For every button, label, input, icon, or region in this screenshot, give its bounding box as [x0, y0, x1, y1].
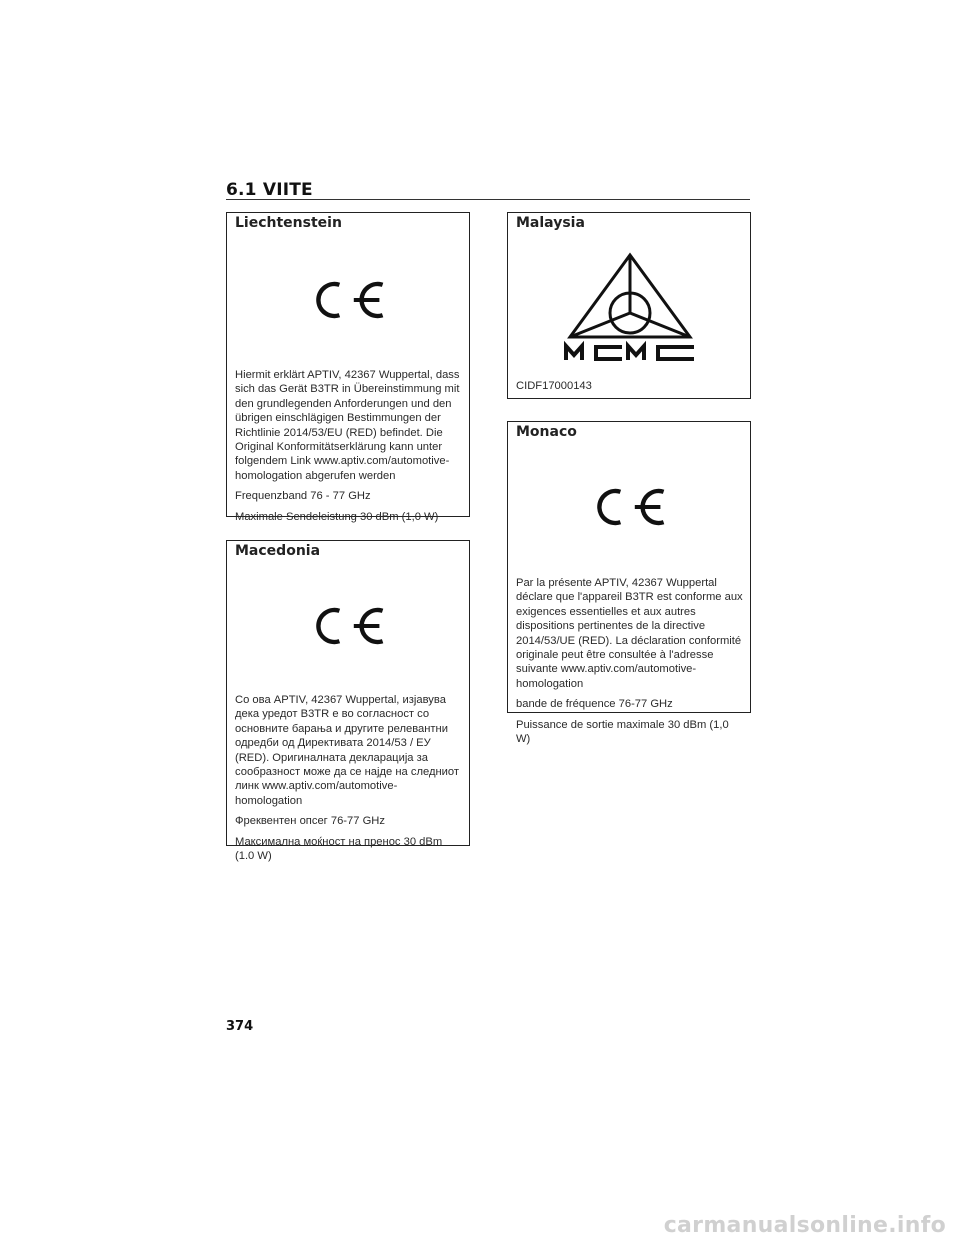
page-number: 374 [226, 1019, 254, 1034]
header-rule [226, 199, 750, 200]
section-header: 6.1 VIITE [226, 180, 313, 200]
mcmc-logo-icon [560, 247, 700, 367]
monaco-declaration: Par la présente APTIV, 42367 Wuppertal déclare que l'appareil B3TR est conforme aux exigences essentielles et aux autres dispositions pertinentes de la directive 2014/53/UE (RED). La déclaration conformité originale peut être consultée à l'adresse suivante www.aptiv.com/automotive-homologation [516, 577, 743, 690]
monaco-power: Puissance de sortie maximale 30 dBm (1,0 W) [516, 718, 729, 746]
macedonia-text [235, 693, 463, 869]
monaco-title: Monaco [516, 424, 577, 440]
malaysia-title: Malaysia [516, 215, 585, 231]
liechtenstein-text [235, 368, 463, 530]
macedonia-frequency: Фреквентен опсег 76-77 GHz [235, 815, 385, 828]
liechtenstein-power: Maximale Sendeleistung 30 dBm (1,0 W) [235, 510, 439, 523]
monaco-frequency: bande de fréquence 76-77 GHz [516, 698, 673, 711]
macedonia-box [226, 540, 470, 863]
monaco-text [516, 576, 744, 752]
ce-mark-icon [309, 601, 389, 651]
monaco-box [507, 421, 751, 746]
ce-mark-icon [309, 275, 389, 325]
malaysia-box [507, 212, 751, 399]
liechtenstein-declaration: Hiermit erklärt APTIV, 42367 Wuppertal, dass sich das Gerät B3TR in Übereinstimmung mit den grundlegenden Anforderungen und den übrigen einschlägigen Bestimmungen der Richtlinie 2014/53/EU (RED) befindet. Die Original Konformitätserklärung kann unter folgendem Link www.aptiv.com/automotive-homologation abgerufen werden [235, 369, 460, 482]
liechtenstein-box [226, 212, 470, 523]
watermark: carmanualsonline.info [663, 1213, 946, 1238]
macedonia-declaration: Со ова APTIV, 42367 Wuppertal, изјавува дека уредот B3TR е во согласност со основните барања и другите релевантни одредби од Директивата 2014/53 / ЕУ (RED). Оригиналната декларација за сообразност може да се најде на следниот линк www.aptiv.com/automotive-homologation [235, 694, 460, 807]
liechtenstein-frequency: Frequenzband 76 - 77 GHz [235, 490, 371, 503]
ce-mark-icon [590, 482, 670, 532]
macedonia-power: Максимална моќност на пренос 30 dBm (1.0 W) [235, 835, 443, 863]
macedonia-title: Macedonia [235, 543, 321, 559]
malaysia-code: CIDF17000143 [516, 380, 592, 392]
liechtenstein-title: Liechtenstein [235, 215, 342, 231]
